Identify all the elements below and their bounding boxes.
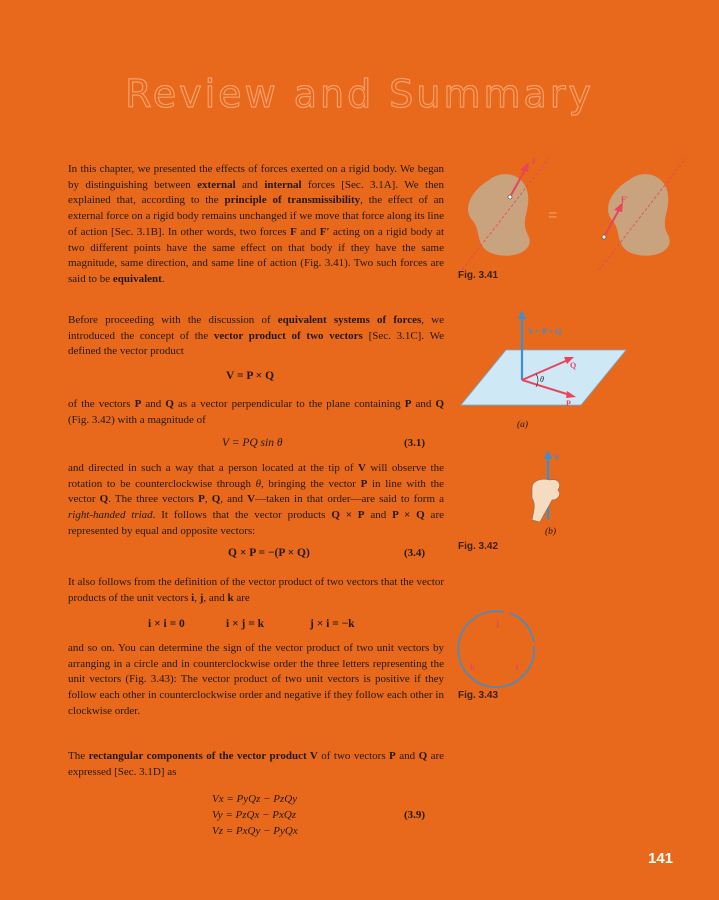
paragraph-perpendicular: of the vectors P and Q as a vector perpendicular to the plane containing P and Q (Fig. 3.42) with a magnitude of: [68, 398, 444, 426]
figure-3-41: [454, 150, 704, 280]
fig-3-41-label: Fig. 3.41: [458, 270, 499, 281]
paragraph-unit-vectors: It also follows from the definition of the vector product of two vectors that the vector products of the unit vectors i, j, and k are: [68, 576, 444, 604]
label-k: k: [470, 662, 476, 672]
force-fp-point: [602, 235, 606, 239]
circle-arc-end: [510, 613, 534, 642]
equation-3-1: V = PQ sin θ: [222, 437, 283, 449]
force-f-point: [508, 195, 512, 199]
fig-3-42-label: Fig. 3.42: [458, 541, 499, 552]
paragraph-rigid-body: In this chapter, we presented the effects of forces exerted on a rigid body. We began by distinguishing between external and internal forces [Sec. 3.1A]. We then explained that, according to the principle of transmissibility, the effect of an external force on a rigid body remains unchanged if we move that force along its line of action [Sec. 3.1B]. In other words, two forces F and F′ acting on a rigid body at two different points have the same effect on that body if they have the same magnitude, same direction, and same line of action (Fig. 3.41). Two such forces are said to be equivalent.: [68, 163, 445, 285]
figure-3-42a: [456, 310, 646, 420]
label-fp: F′: [621, 195, 629, 204]
paragraph-circle-order: and so on. You can determine the sign of the vector product of two unit vectors by arranging in a circle and in counterclockwise order the three letters representing the unit vectors (Fig. 3.43): The vector product of two unit vectors is positive if they follow each other in counterclockwise order and negative if they follow each other in clockwise order.: [68, 642, 444, 717]
label-p: P: [566, 399, 571, 408]
vector-v-b-head: [544, 450, 552, 459]
equation-number-3-9: (3.9): [404, 809, 426, 821]
figure-3-43: [452, 606, 542, 696]
equation-vz: Vz = PxQy − PyQx: [212, 825, 298, 837]
equation-3-4: Q × P = −(P × Q): [228, 547, 310, 559]
label-i: i: [516, 662, 519, 672]
figure-3-42b: [522, 448, 582, 528]
paragraph-rectangular-components: The rectangular components of the vector product V of two vectors P and Q are expressed [Sec. 3.1D] as: [68, 750, 444, 778]
vector-v-head: [518, 310, 526, 319]
equation-unit-ii: i × i = 0: [148, 618, 185, 630]
equation-v-p-q: V = P × Q: [226, 370, 275, 382]
equation-vx: Vx = PyQz − PzQy: [212, 793, 298, 805]
equation-unit-ij: i × j = k: [226, 618, 265, 630]
label-v-b: V: [554, 453, 560, 462]
force-f-arrowhead: [520, 162, 529, 172]
equation-number-3-4: (3.4): [404, 547, 426, 559]
equation-number-3-1: (3.1): [404, 437, 426, 449]
label-theta: θ: [540, 375, 544, 384]
fig-3-43-label: Fig. 3.43: [458, 690, 499, 701]
fig-3-42-a-label: (a): [517, 420, 529, 430]
label-f: F: [532, 157, 537, 166]
equation-vy: Vy = PzQx − PxQz: [212, 809, 297, 821]
fig-3-42-b-label: (b): [545, 527, 557, 537]
equation-unit-ji: j × i = −k: [310, 618, 355, 630]
page-number: 141: [648, 850, 674, 867]
rigid-body-left: [468, 174, 530, 256]
label-j: j: [496, 618, 499, 628]
right-hand-icon: [532, 479, 560, 522]
equals-sign: =: [548, 207, 558, 224]
label-v-eq: V = P × Q: [528, 327, 562, 336]
paragraph-vector-product: Before proceeding with the discussion of equivalent systems of forces, we introduced the concept of the vector product of two vectors [Sec. 3.1C]. We defined the vector product: [68, 314, 445, 358]
page-title: Review and Summary: [125, 72, 594, 116]
label-q: Q: [570, 361, 577, 370]
paragraph-right-handed: and directed in such a way that a person located at the tip of V will observe the rotation to be counterclockwise through θ, bringing the vector P in line with the vector Q. The three vectors P, Q, and V—taken in that order—are said to form a right-handed triad. It follows that the vector products Q × P and P × Q are represented by equal and opposite vectors:: [68, 462, 445, 537]
